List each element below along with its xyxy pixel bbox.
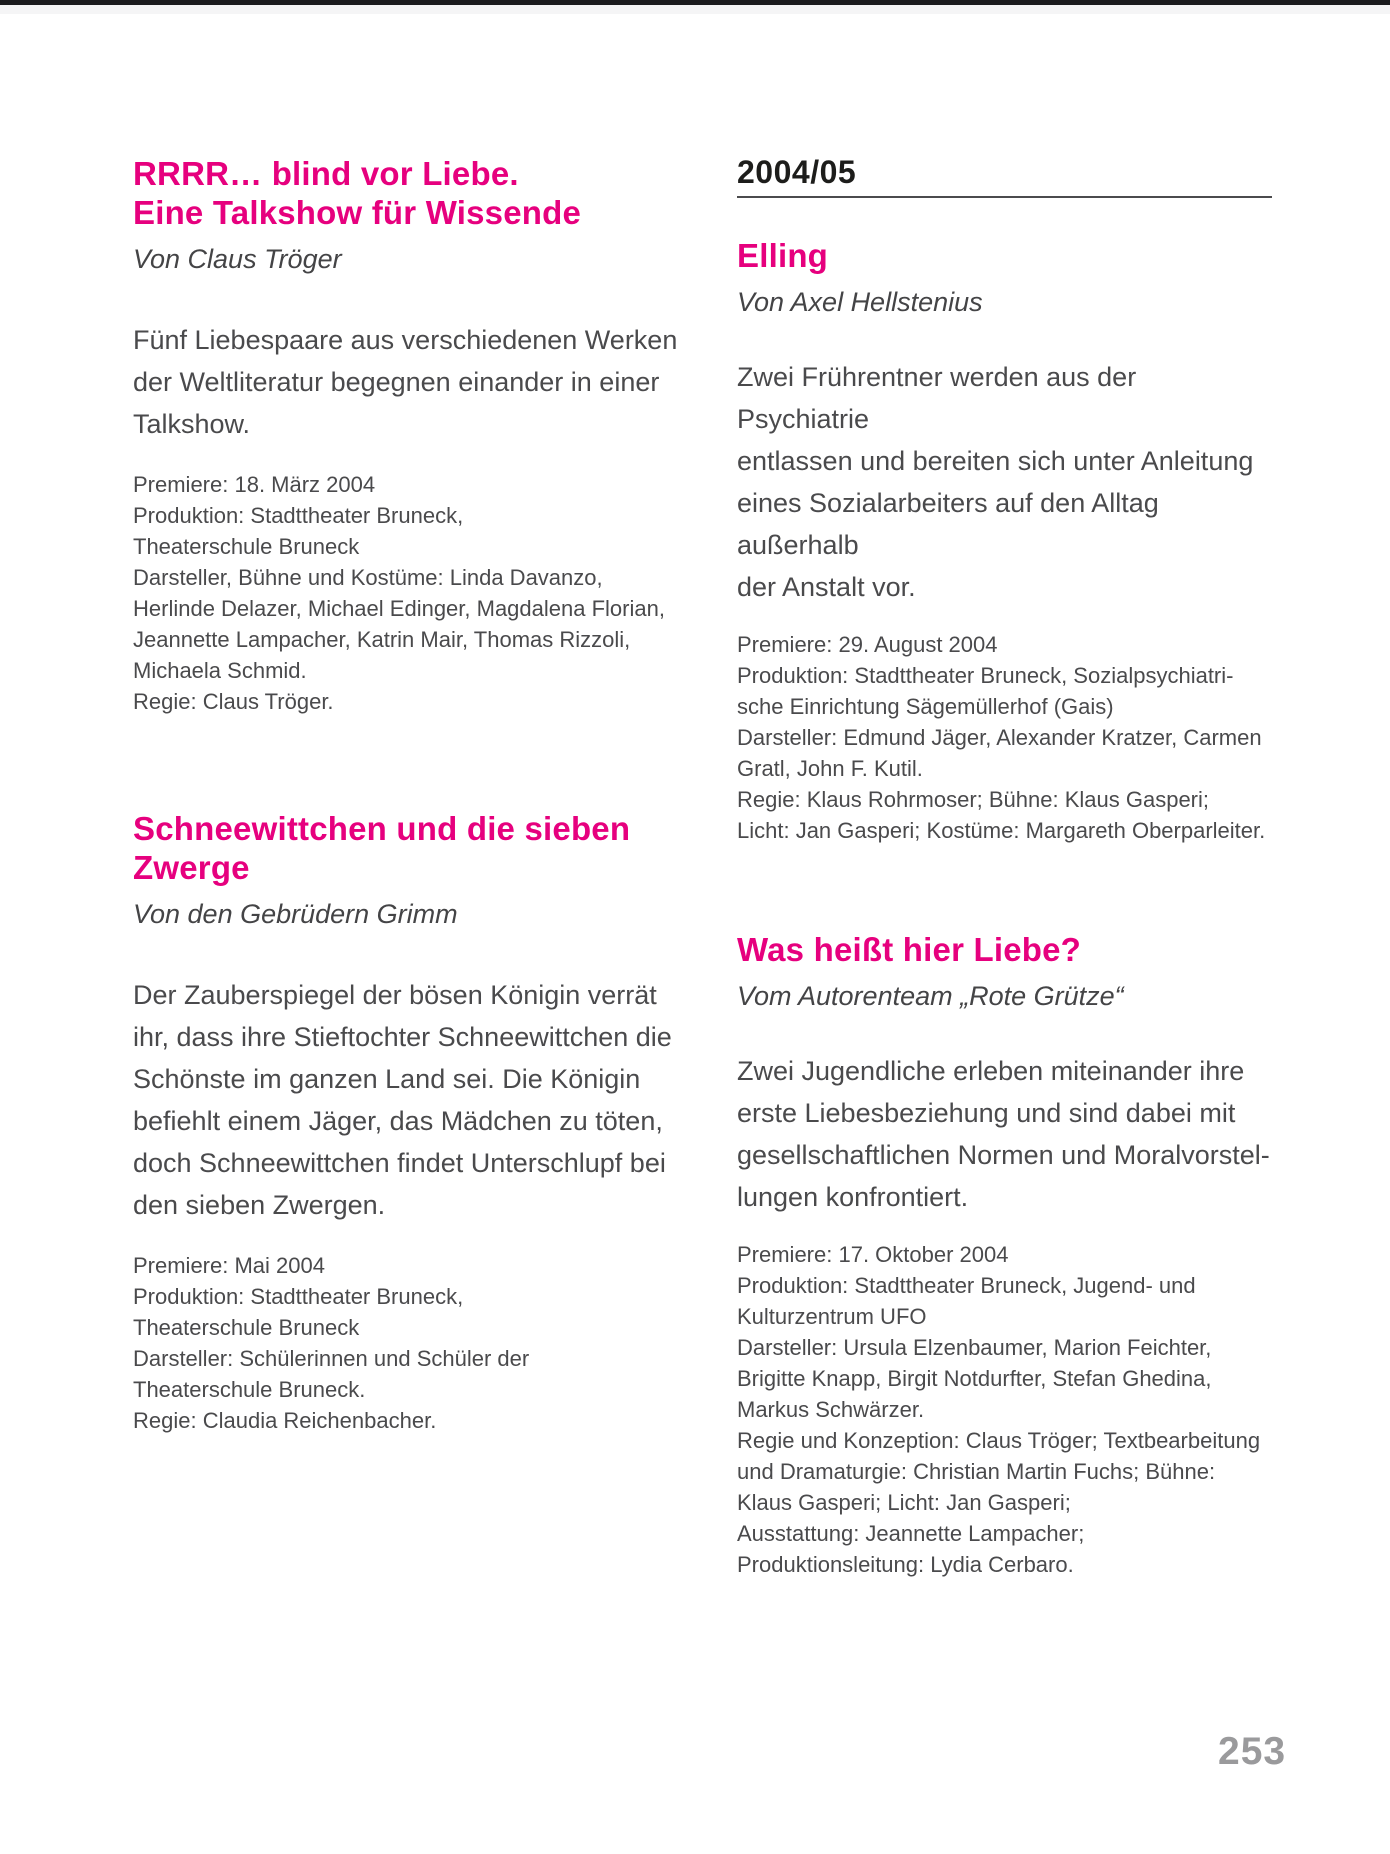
- credits-line: Kulturzentrum UFO: [737, 1304, 927, 1329]
- production-credits: [133, 469, 678, 717]
- credits-line: Darsteller, Bühne und Kostüme: Linda Davanzo,: [133, 565, 603, 590]
- synopsis-line: Talkshow.: [133, 409, 251, 439]
- synopsis-line: gesellschaftlichen Normen und Moralvorstel-: [737, 1140, 1270, 1170]
- synopsis-line: lungen konfrontiert.: [737, 1182, 969, 1212]
- credits-line: Michaela Schmid.: [133, 658, 307, 683]
- synopsis-line: Fünf Liebespaare aus verschiedenen Werken: [133, 325, 678, 355]
- right-column: [737, 154, 1272, 1580]
- credits-line: Darsteller: Schülerinnen und Schüler der: [133, 1346, 530, 1371]
- credits-line: Premiere: 18. März 2004: [133, 472, 376, 497]
- credits-line: Brigitte Knapp, Birgit Notdurfter, Stefan Ghedina,: [737, 1366, 1212, 1391]
- season-rule: [737, 196, 1272, 198]
- synopsis-line: befiehlt einem Jäger, das Mädchen zu töten,: [133, 1106, 663, 1136]
- credits-line: Herlinde Delazer, Michael Edinger, Magdalena Florian,: [133, 596, 665, 621]
- credits-line: Regie: Claus Tröger.: [133, 689, 334, 714]
- page-top-edge-shadow: [0, 5, 1390, 14]
- season-label: 2004/05: [737, 154, 857, 190]
- synopsis-line: der Weltliteratur begegnen einander in einer: [133, 367, 660, 397]
- credits-line: Klaus Gasperi; Licht: Jan Gasperi;: [737, 1490, 1071, 1515]
- production-credits: [737, 629, 1272, 846]
- production-title-line: Schneewittchen und die sieben: [133, 810, 631, 847]
- credits-line: Licht: Jan Gasperi; Kostüme: Margareth Oberparleiter.: [737, 818, 1266, 843]
- production-title: [133, 809, 678, 887]
- production-title-line: Was heißt hier Liebe?: [737, 931, 1082, 968]
- credits-line: Jeannette Lampacher, Katrin Mair, Thomas Rizzoli,: [133, 627, 631, 652]
- production-synopsis: [737, 1050, 1272, 1218]
- credits-line: Regie: Claudia Reichenbacher.: [133, 1408, 437, 1433]
- production-title-line: Eine Talkshow für Wissende: [133, 194, 582, 231]
- production-title-line: Zwerge: [133, 849, 250, 886]
- synopsis-line: doch Schneewittchen findet Unterschlupf bei: [133, 1148, 666, 1178]
- credits-line: Produktion: Stadttheater Bruneck, Sozialpsychiatri-: [737, 663, 1234, 688]
- production-title: [737, 930, 1272, 969]
- synopsis-line: Schönste im ganzen Land sei. Die Königin: [133, 1064, 641, 1094]
- production-section-was-heisst-hier-liebe: [737, 930, 1272, 1580]
- production-title-line: Elling: [737, 237, 829, 274]
- production-section-elling: [737, 236, 1272, 846]
- synopsis-line: ihr, dass ihre Stieftochter Schneewittchen die: [133, 1022, 672, 1052]
- credits-line: Regie und Konzeption: Claus Tröger; Textbearbeitung: [737, 1428, 1261, 1453]
- production-section-schneewittchen: [133, 809, 678, 1436]
- credits-line: Theaterschule Bruneck: [133, 534, 360, 559]
- production-synopsis: [133, 974, 678, 1226]
- credits-line: Premiere: 29. August 2004: [737, 632, 998, 657]
- season-header: [737, 154, 1272, 198]
- credits-line: und Dramaturgie: Christian Martin Fuchs; Bühne:: [737, 1459, 1216, 1484]
- synopsis-line: erste Liebesbeziehung und sind dabei mit: [737, 1098, 1236, 1128]
- synopsis-line: eines Sozialarbeiters auf den Alltag außerhalb: [737, 488, 1159, 560]
- credits-line: Darsteller: Ursula Elzenbaumer, Marion Feichter,: [737, 1335, 1212, 1360]
- synopsis-line: Zwei Jugendliche erleben miteinander ihre: [737, 1056, 1245, 1086]
- production-title: [737, 236, 1272, 275]
- credits-line: Darsteller: Edmund Jäger, Alexander Kratzer, Carmen: [737, 725, 1262, 750]
- credits-line: Regie: Klaus Rohrmoser; Bühne: Klaus Gasperi;: [737, 787, 1210, 812]
- production-synopsis: [737, 356, 1272, 608]
- credits-line: Premiere: Mai 2004: [133, 1253, 325, 1278]
- credits-line: Theaterschule Bruneck: [133, 1315, 360, 1340]
- credits-line: Produktionsleitung: Lydia Cerbaro.: [737, 1552, 1074, 1577]
- synopsis-line: Der Zauberspiegel der bösen Königin verrät: [133, 980, 657, 1010]
- production-author: Von den Gebrüdern Grimm: [133, 899, 458, 929]
- credits-line: Theaterschule Bruneck.: [133, 1377, 366, 1402]
- production-credits: [133, 1250, 678, 1436]
- credits-line: Produktion: Stadttheater Bruneck,: [133, 503, 464, 528]
- production-title: [133, 154, 678, 232]
- credits-line: sche Einrichtung Sägemüllerhof (Gais): [737, 694, 1114, 719]
- production-synopsis: [133, 319, 678, 445]
- production-author: Von Axel Hellstenius: [737, 287, 983, 317]
- production-credits: [737, 1239, 1272, 1580]
- production-author: Von Claus Tröger: [133, 244, 342, 274]
- synopsis-line: entlassen und bereiten sich unter Anleitung: [737, 446, 1254, 476]
- credits-line: Premiere: 17. Oktober 2004: [737, 1242, 1009, 1267]
- synopsis-line: Zwei Frührentner werden aus der Psychiatrie: [737, 362, 1137, 434]
- synopsis-line: den sieben Zwergen.: [133, 1190, 386, 1220]
- production-title-line: RRRR… blind vor Liebe.: [133, 155, 519, 192]
- credits-line: Ausstattung: Jeannette Lampacher;: [737, 1521, 1085, 1546]
- credits-line: Markus Schwärzer.: [737, 1397, 925, 1422]
- left-column: [133, 154, 678, 1436]
- production-author: Vom Autorenteam „Rote Grütze“: [737, 981, 1124, 1011]
- production-section-rrrr: [133, 154, 678, 717]
- credits-line: Gratl, John F. Kutil.: [737, 756, 923, 781]
- credits-line: Produktion: Stadttheater Bruneck, Jugend- und: [737, 1273, 1196, 1298]
- credits-line: Produktion: Stadttheater Bruneck,: [133, 1284, 464, 1309]
- synopsis-line: der Anstalt vor.: [737, 572, 916, 602]
- page-number: 253: [1218, 1730, 1287, 1773]
